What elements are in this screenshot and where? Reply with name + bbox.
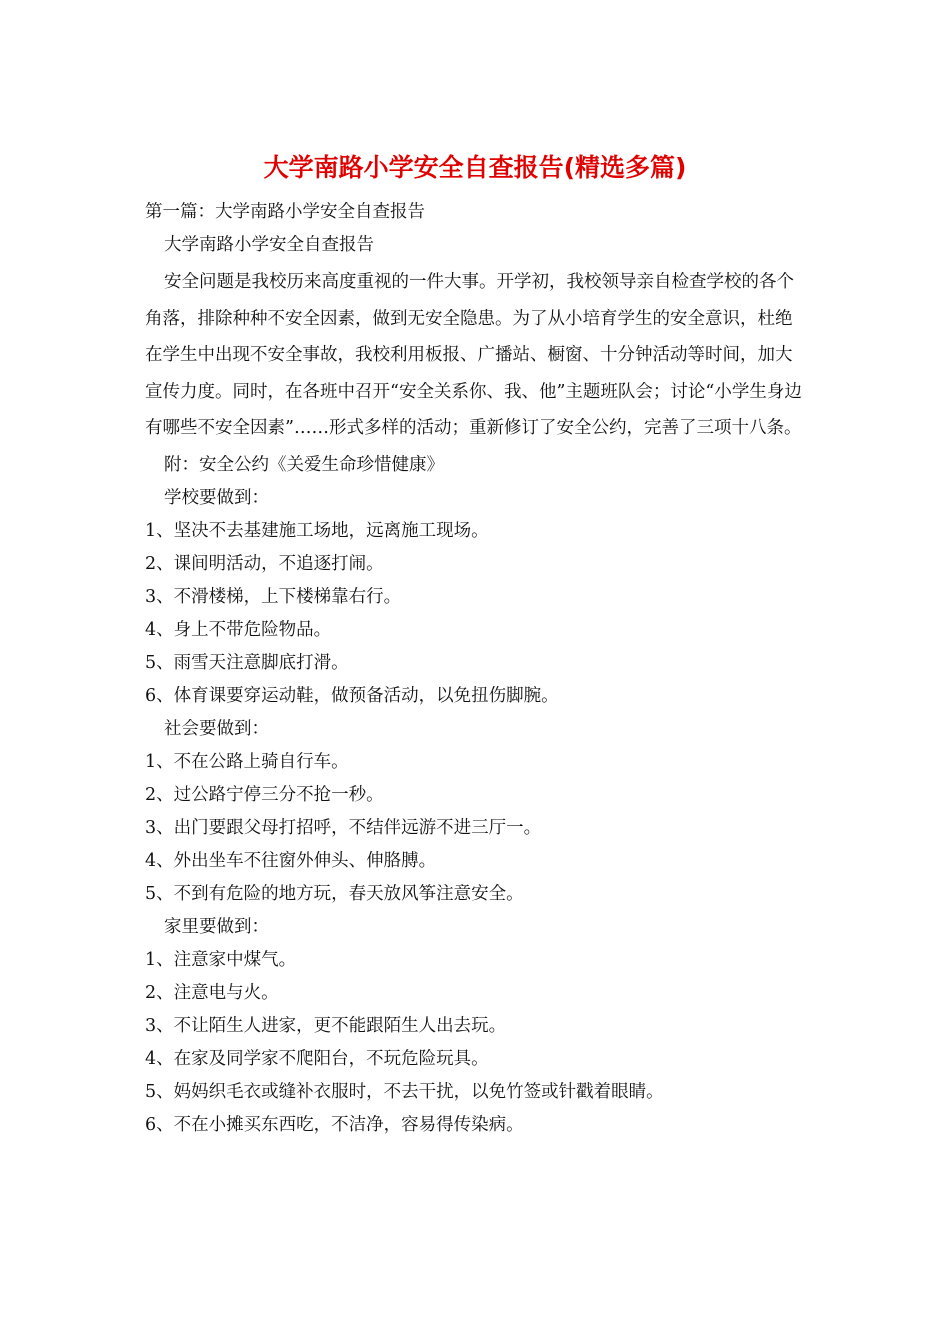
home-heading: 家里要做到： xyxy=(164,916,269,937)
school-heading: 学校要做到： xyxy=(164,487,269,508)
list-item: 2、注意电与火。 xyxy=(145,982,279,1003)
list-item: 5、妈妈织毛衣或缝补衣服时，不去干扰，以免竹签或针戳着眼睛。 xyxy=(145,1081,664,1102)
list-item: 5、雨雪天注意脚底打滑。 xyxy=(145,652,349,673)
section-heading: 第一篇：大学南路小学安全自查报告 xyxy=(145,202,425,222)
list-item: 1、不在公路上骑自行车。 xyxy=(145,751,349,772)
document-body xyxy=(145,196,805,1142)
list-item: 1、坚决不去基建施工场地，远离施工现场。 xyxy=(145,520,489,541)
list-item: 5、不到有危险的地方玩，春天放风筝注意安全。 xyxy=(145,883,524,904)
list-item: 3、不滑楼梯，上下楼梯靠右行。 xyxy=(145,586,402,607)
society-heading: 社会要做到： xyxy=(164,718,269,739)
list-item: 3、出门要跟父母打招呼，不结伴远游不进三厅一。 xyxy=(145,817,542,838)
list-item: 2、过公路宁停三分不抢一秒。 xyxy=(145,784,384,805)
report-title: 大学南路小学安全自查报告 xyxy=(164,235,374,255)
list-item: 4、外出坐车不往窗外伸头、伸胳膊。 xyxy=(145,850,437,871)
list-item: 4、在家及同学家不爬阳台，不玩危险玩具。 xyxy=(145,1048,489,1069)
list-item: 1、注意家中煤气。 xyxy=(145,949,297,970)
list-item: 4、身上不带危险物品。 xyxy=(145,619,332,640)
intro-paragraph: 安全问题是我校历来高度重视的一件大事。开学初，我校领导亲自检查学校的各个角落，排除种种不安全因素，做到无安全隐患。为了从小培育学生的安全意识，杜绝在学生中出现不安全事故，我校利用板报、广播站、橱窗、十分钟活动等时间，加大宣传力度。同时，在各班中召开“安全关系你、我、他”主题班队会；讨论“小学生身边有哪些不安全因素”……形式多样的活动；重新修订了安全公约，完善了三项十八条。 xyxy=(145,272,802,439)
list-item: 2、课间明活动，不追逐打闹。 xyxy=(145,553,384,574)
appendix-label: 附：安全公约《关爱生命珍惜健康》 xyxy=(164,454,444,475)
list-item: 6、体育课要穿运动鞋，做预备活动，以免扭伤脚腕。 xyxy=(145,685,559,706)
list-item: 6、不在小摊买东西吃，不洁净，容易得传染病。 xyxy=(145,1114,524,1135)
document-title: 大学南路小学安全自查报告(精选多篇) xyxy=(263,153,687,182)
list-item: 3、不让陌生人进家，更不能跟陌生人出去玩。 xyxy=(145,1015,507,1036)
